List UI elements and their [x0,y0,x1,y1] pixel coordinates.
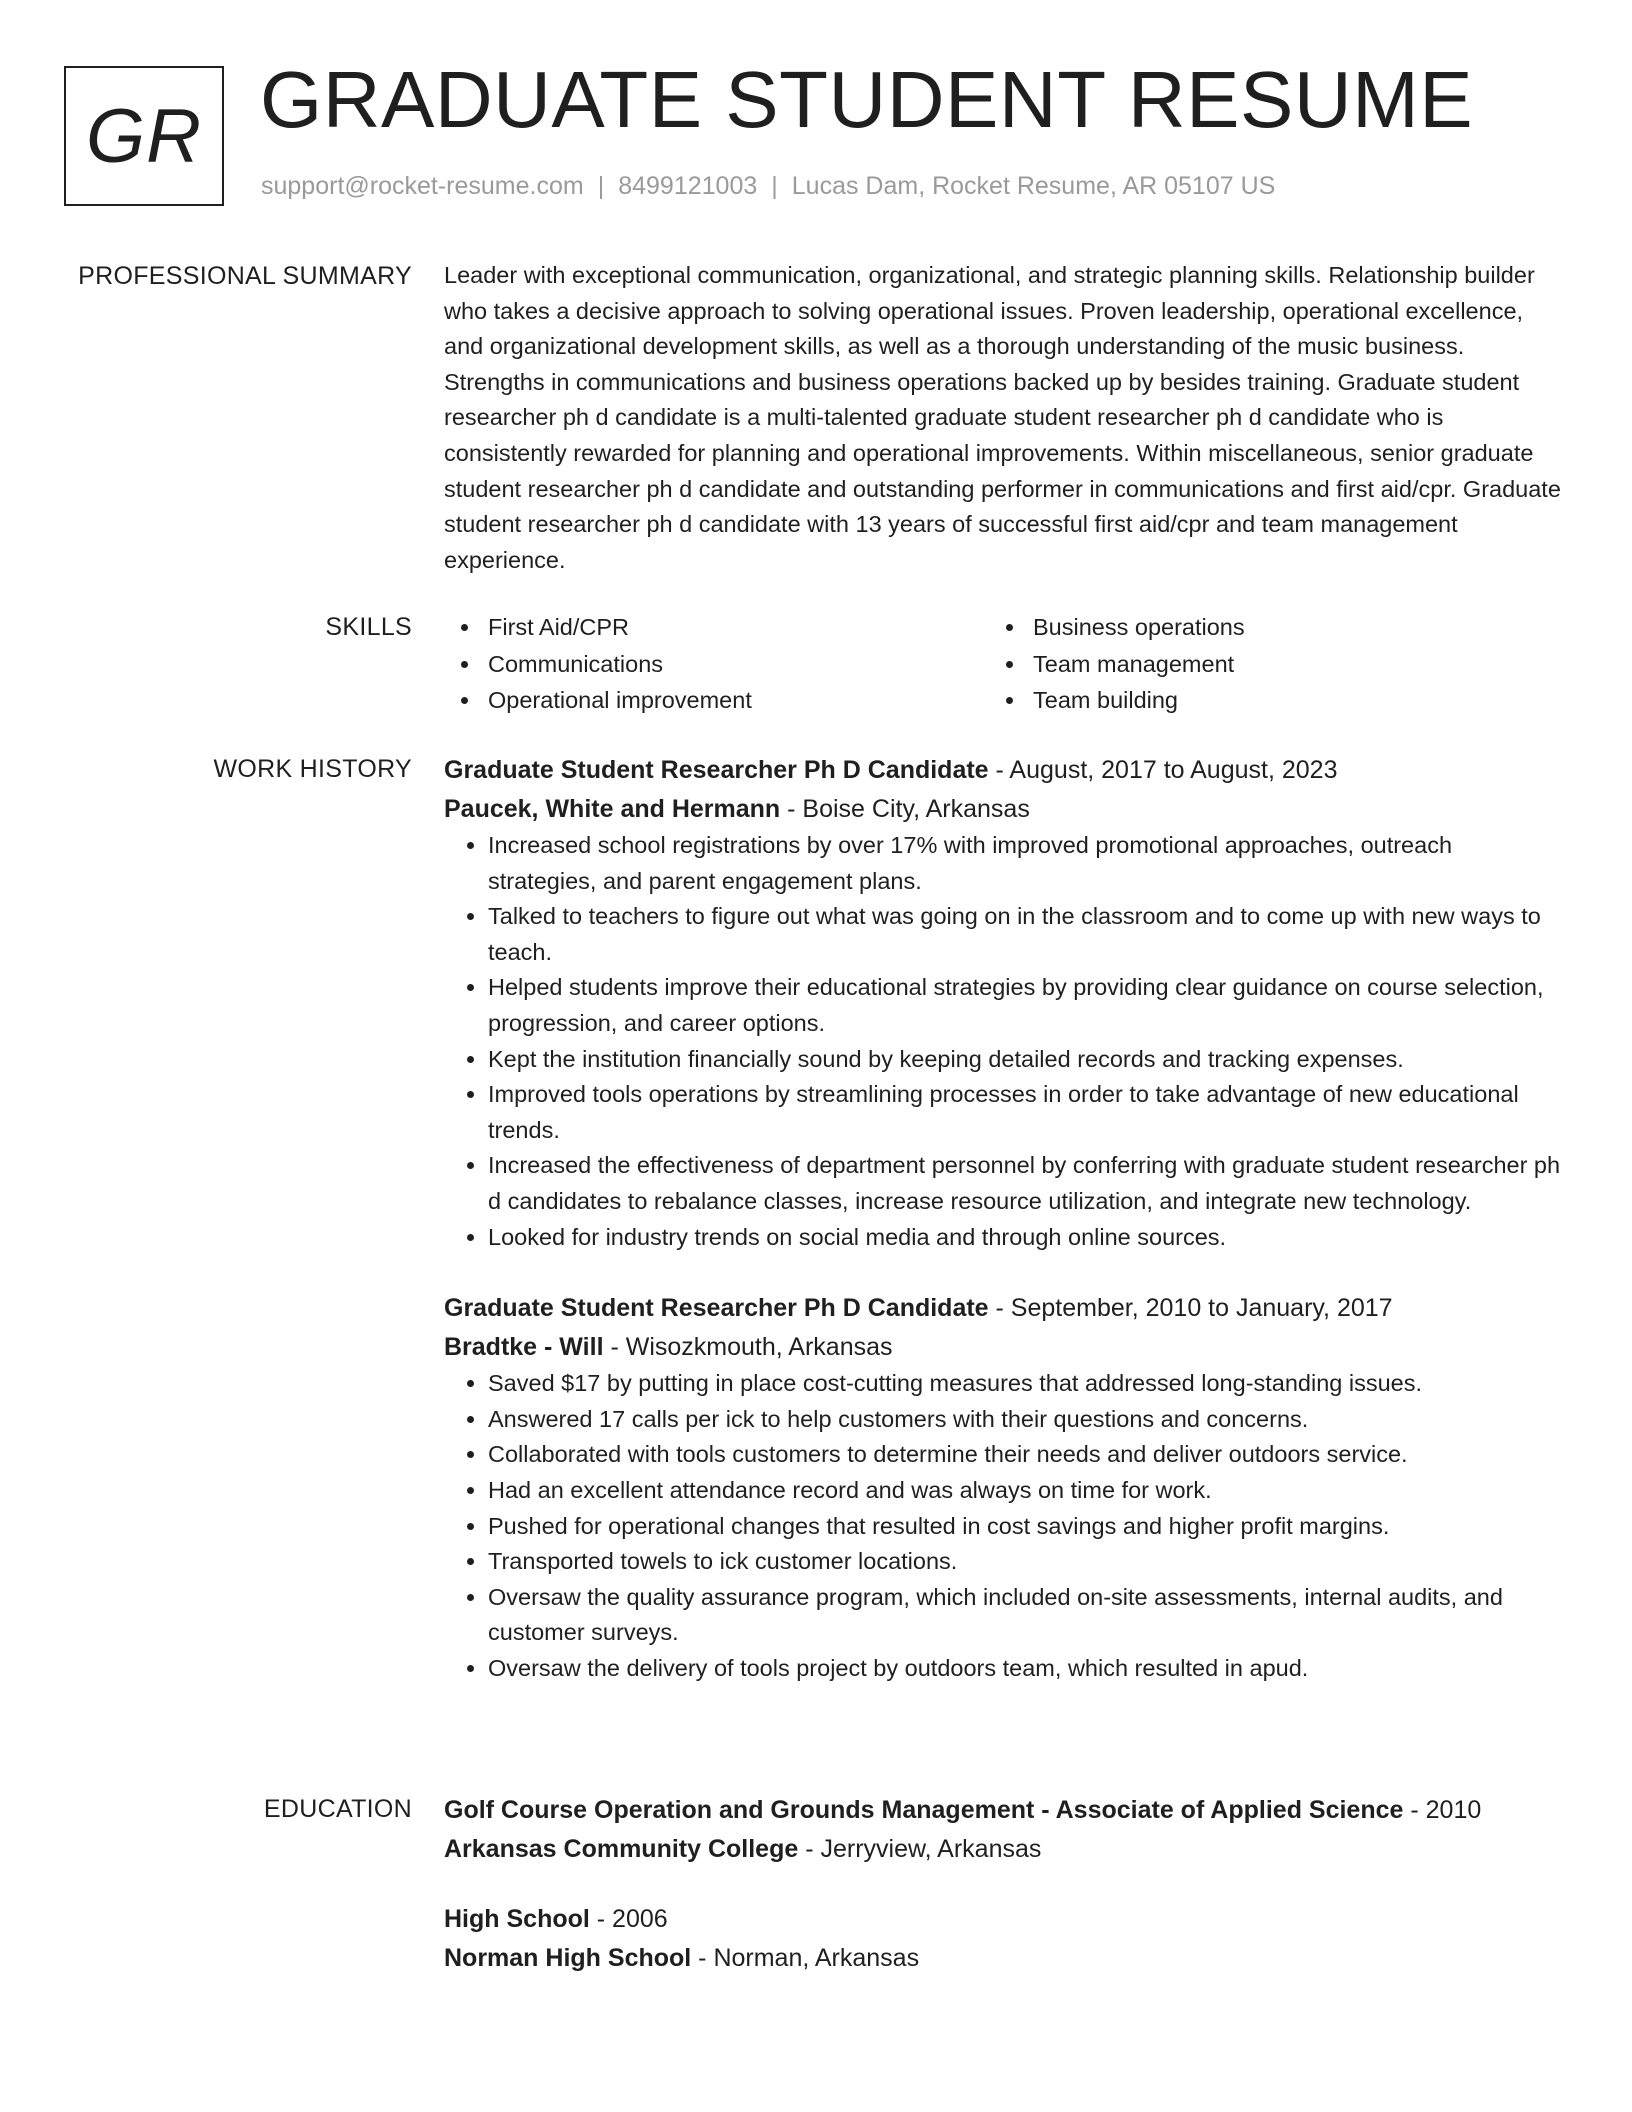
monogram-logo: GR [64,66,224,206]
education-year: - 2010 [1403,1796,1482,1824]
contact-separator: | [771,172,778,200]
education-degree: Golf Course Operation and Grounds Management - Associate of Applied Science [444,1796,1404,1824]
education-school: Norman High School [444,1943,692,1972]
job-bullet-list [444,1366,1564,1686]
job-title-line [444,751,1564,790]
contact-separator: | [597,172,605,200]
job-title: Graduate Student Researcher Ph D Candidate [444,1294,989,1323]
skill-item: Communications [444,646,989,683]
job-bullet-list [444,828,1564,1255]
section-label-summary: PROFESSIONAL SUMMARY [78,262,412,290]
skill-item: Operational improvement [444,682,989,719]
job-location: - Boise City, Arkansas [780,794,1030,823]
job-bullet: • Improved tools operations by streamlining processes in order to take advantage of new educational trends. [488,1077,1564,1148]
section-label-skills: SKILLS [325,613,412,641]
education-entry [444,1900,1564,1977]
job-bullet: • Looked for industry trends on social media and through online sources. [488,1220,1564,1256]
skill-item: First Aid/CPR [444,609,989,646]
skill-item: Team management [989,646,1534,683]
job-title: Graduate Student Researcher Ph D Candidate [444,756,989,784]
section-label-work-history: WORK HISTORY [213,755,412,783]
education-school: Arkansas Community College [444,1834,799,1863]
job-entry [444,751,1564,1255]
job-bullet: • Oversaw the delivery of tools project by outdoors team, which resulted in apud. [488,1651,1564,1687]
summary-body [444,258,1564,578]
job-title-line [444,1289,1564,1328]
job-bullet: • Kept the institution financially sound by keeping detailed records and tracking expenses. [488,1042,1564,1078]
job-bullet: • Helped students improve their educational strategies by providing clear guidance on course selection, progression, and career options. [488,970,1564,1041]
contact-line [261,172,1275,201]
summary-text: Leader with exceptional communication, organizational, and strategic planning skills. Relationship builder who takes a decisive approach to solving operational issues. Proven leadership, operational excellence, and organizational development skills, as well as a thorough understanding of the music business. Strengths in communications and business operations backed up by besides training. Graduate student researcher ph d candidate is a multi-talented graduate student researcher ph d candidate who is consistently rewarded for planning and operational improvements. Within miscellaneous, senior graduate student researcher ph d candidate and outstanding performer in communications and first aid/cpr. Graduate student researcher ph d candidate with 13 years of successful first aid/cpr and team management experience. [444,262,1561,573]
job-bullet: • Talked to teachers to figure out what was going on in the classroom and to come up with new ways to teach. [488,899,1564,970]
job-entry [444,1289,1564,1686]
education-location: - Jerryview, Arkansas [798,1834,1042,1863]
education-degree-line [444,1900,1564,1939]
job-bullet: • Collaborated with tools customers to determine their needs and deliver outdoors service. [488,1437,1564,1473]
job-bullet: • Transported towels to ick customer locations. [488,1544,1564,1580]
job-bullet: • Pushed for operational changes that resulted in cost savings and higher profit margins. [488,1509,1564,1545]
education-degree: High School [444,1905,590,1933]
job-company: Bradtke - Will [444,1332,604,1361]
job-bullet: • Saved $17 by putting in place cost-cutting measures that addressed long-standing issues. [488,1366,1564,1402]
work-history-body [444,751,1564,1686]
job-bullet: • Oversaw the quality assurance program, which included on-site assessments, internal audits, and customer surveys. [488,1580,1564,1651]
page-title: GRADUATE STUDENT RESUME [260,55,1474,144]
education-school-line [444,1939,1564,1978]
education-degree-line [444,1791,1564,1830]
contact-address: Lucas Dam, Rocket Resume, AR 05107 US [791,172,1276,200]
job-dates: - September, 2010 to January, 2017 [988,1294,1393,1323]
contact-phone: 8499121003 [618,172,758,200]
education-year: - 2006 [589,1905,668,1933]
skill-item: Business operations [989,609,1534,646]
skill-item: Team building [989,682,1534,719]
section-label-education: EDUCATION [263,1795,412,1823]
job-location: - Wisozkmouth, Arkansas [603,1332,893,1361]
job-company-line [444,790,1564,829]
job-bullet: • Increased the effectiveness of department personnel by conferring with graduate student researcher ph d candidates to rebalance classes, increase resource utilization, and integrate new technology. [488,1148,1564,1219]
job-company-line [444,1328,1564,1367]
education-school-line [444,1830,1564,1869]
job-bullet: • Answered 17 calls per ick to help customers with their questions and concerns. [488,1402,1564,1438]
job-bullet: • Increased school registrations by over 17% with improved promotional approaches, outreach strategies, and parent engagement plans. [488,828,1564,899]
education-entry [444,1791,1564,1868]
skills-body [444,609,1564,719]
job-dates: - August, 2017 to August, 2023 [988,756,1338,784]
education-body [444,1791,1564,1977]
education-location: - Norman, Arkansas [691,1943,920,1972]
job-bullet: • Had an excellent attendance record and was always on time for work. [488,1473,1564,1509]
contact-email: support@rocket-resume.com [261,172,584,200]
skills-list [444,609,1564,719]
job-company: Paucek, White and Hermann [444,794,781,823]
